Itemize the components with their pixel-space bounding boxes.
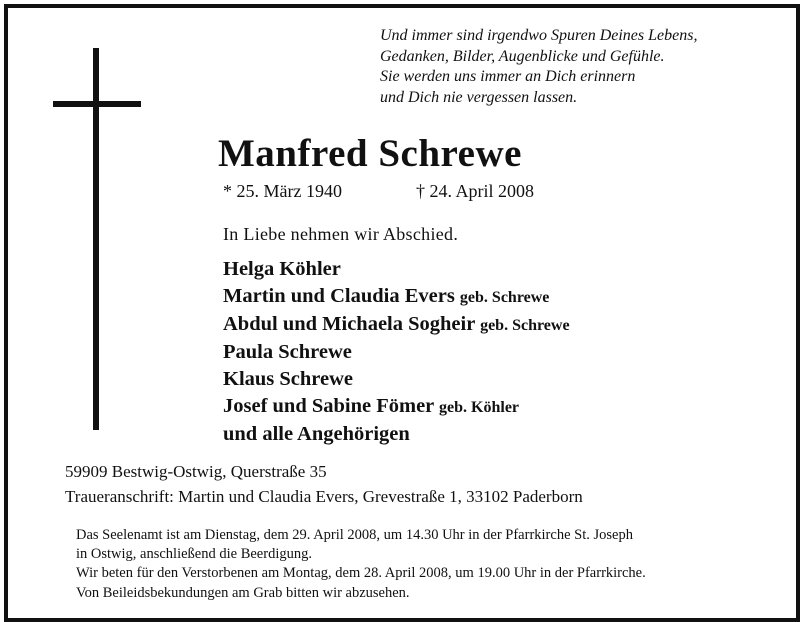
birth-date: * 25. März 1940 bbox=[223, 181, 342, 201]
mourner-name: Helga Köhler bbox=[223, 258, 341, 280]
cross-horizontal-bar bbox=[53, 101, 141, 107]
mourner-item bbox=[223, 283, 570, 311]
note-line: Von Beileidsbekundungen am Grab bitten wir abzusehen. bbox=[76, 584, 410, 601]
note-line: Das Seelenamt ist am Dienstag, dem 29. April 2008, um 14.30 Uhr in der Pfarrkirche St. Joseph bbox=[76, 527, 633, 543]
farewell-text: In Liebe nehmen wir Abschied. bbox=[223, 224, 459, 244]
service-notes bbox=[76, 526, 646, 603]
note-line: in Ostwig, anschließend die Beerdigung. bbox=[76, 546, 312, 563]
mourner-item bbox=[223, 393, 570, 421]
mourner-maiden-name: geb. Schrewe bbox=[480, 317, 570, 334]
poem-line: Und immer sind irgendwo Spuren Deines Lebens, bbox=[380, 27, 698, 44]
mourner-item bbox=[223, 366, 570, 393]
mourning-address: Traueranschrift: Martin und Claudia Evers, Grevestraße 1, 33102 Paderborn bbox=[65, 487, 583, 506]
mourner-maiden-name: geb. Schrewe bbox=[459, 289, 550, 306]
deceased-name: Manfred Schrewe bbox=[218, 132, 522, 175]
poem-line: Sie werden uns immer an Dich erinnern bbox=[380, 68, 636, 85]
mourner-item bbox=[223, 256, 570, 283]
mourner-item bbox=[223, 339, 570, 366]
mourner-name: Josef und Sabine Fömer bbox=[223, 395, 434, 417]
mourner-maiden-name: geb. Köhler bbox=[439, 399, 520, 416]
memorial-poem bbox=[380, 26, 697, 108]
mourner-item bbox=[223, 311, 570, 339]
death-date: † 24. April 2008 bbox=[416, 181, 535, 201]
poem-line: und Dich nie vergessen lassen. bbox=[380, 88, 578, 106]
mourner-name: Abdul und Michaela Sogheir bbox=[223, 313, 475, 335]
note-line: Wir beten für den Verstorbenen am Montag, dem 28. April 2008, um 19.00 Uhr in der Pfarrkirche. bbox=[76, 565, 646, 582]
home-address: 59909 Bestwig-Ostwig, Querstraße 35 bbox=[65, 462, 327, 481]
obituary-notice bbox=[4, 4, 800, 622]
mourner-name: Martin und Claudia Evers bbox=[223, 285, 455, 307]
mourner-list bbox=[223, 256, 570, 448]
poem-line: Gedanken, Bilder, Augenblicke und Gefühle. bbox=[380, 47, 665, 65]
mourner-name: Klaus Schrewe bbox=[223, 368, 354, 390]
mourner-name: Paula Schrewe bbox=[223, 341, 352, 363]
mourner-item bbox=[223, 421, 570, 448]
mourner-name: und alle Angehörigen bbox=[223, 423, 410, 445]
